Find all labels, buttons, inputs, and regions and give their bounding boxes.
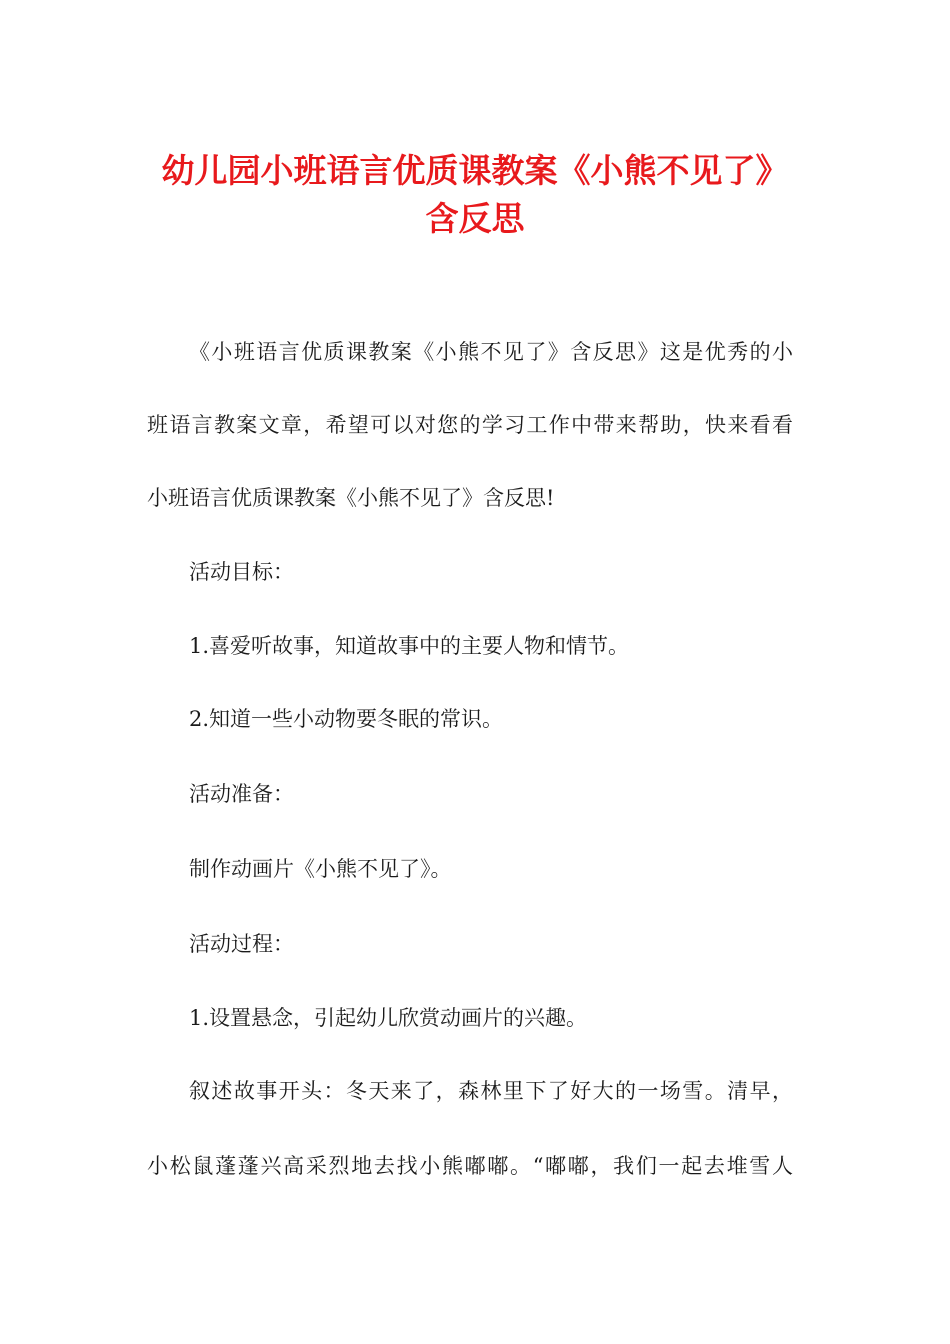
document-title-line-1: 幼儿园小班语言优质课教案《小熊不见了》 — [161, 151, 789, 190]
story-line-1: 叙述故事开头：冬天来了，森林里下了好大的一场雪。清早， — [189, 1079, 793, 1103]
document-title-line-2: 含反思 — [425, 199, 525, 238]
section-heading-goals: 活动目标： — [189, 560, 294, 584]
section-heading-process: 活动过程： — [189, 932, 294, 956]
section-heading-preparation: 活动准备： — [189, 782, 294, 806]
goal-item-1: 1.喜爱听故事，知道故事中的主要人物和情节。 — [189, 634, 630, 658]
intro-line-3: 小班语言优质课教案《小熊不见了》含反思! — [147, 486, 555, 510]
intro-line-2: 班语言教案文章，希望可以对您的学习工作中带来帮助，快来看看 — [147, 413, 793, 437]
goal-item-2: 2.知道一些小动物要冬眠的常识。 — [189, 707, 504, 731]
intro-line-1: 《小班语言优质课教案《小熊不见了》含反思》这是优秀的小 — [189, 340, 793, 364]
story-line-2: 小松鼠蓬蓬兴高采烈地去找小熊嘟嘟。“嘟嘟，我们一起去堆雪人 — [147, 1154, 793, 1178]
process-step-1: 1.设置悬念，引起幼儿欣赏动画片的兴趣。 — [189, 1006, 588, 1030]
preparation-text: 制作动画片《小熊不见了》。 — [189, 857, 452, 881]
